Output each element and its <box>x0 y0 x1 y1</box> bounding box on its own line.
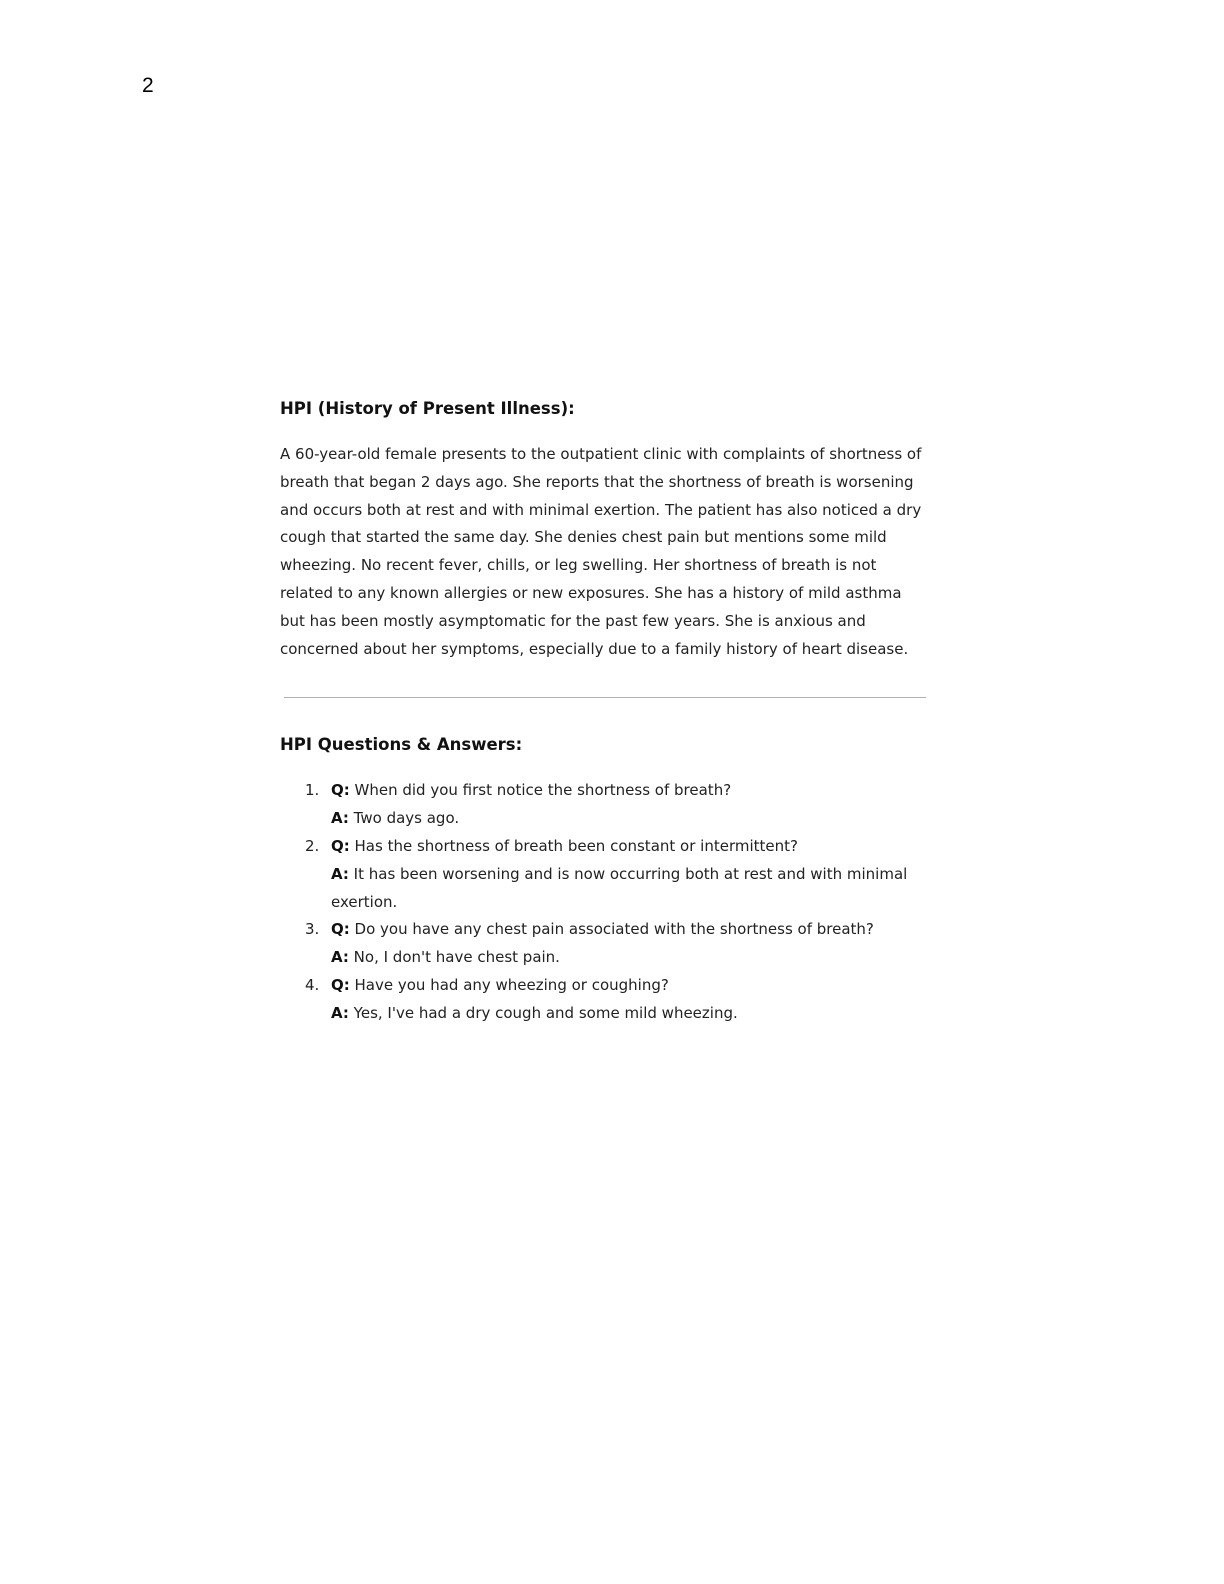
answer-text: It has been worsening and is now occurring both at rest and with minimal exertion. <box>331 864 908 911</box>
qa-item-2 <box>280 833 930 916</box>
hpi-heading: HPI (History of Present Illness): <box>280 399 575 418</box>
section-divider <box>284 697 926 698</box>
question-line <box>331 777 930 805</box>
qa-item-number: 4. <box>305 975 320 994</box>
answer-label: A: <box>331 1003 349 1022</box>
question-text: When did you first notice the shortness of breath? <box>354 781 732 800</box>
qa-item-number: 2. <box>305 836 320 855</box>
answer-line <box>331 805 930 833</box>
answer-line <box>331 861 930 917</box>
qa-item-3 <box>280 916 930 972</box>
answer-text: Two days ago. <box>353 809 460 828</box>
page-number: 2 <box>142 74 154 97</box>
question-label: Q: <box>331 836 350 855</box>
question-line <box>331 916 930 944</box>
answer-text: No, I don't have chest pain. <box>353 948 560 967</box>
qa-list <box>280 777 930 1027</box>
qa-item-4 <box>280 972 930 1028</box>
qa-heading: HPI Questions & Answers: <box>280 735 523 755</box>
question-text: Do you have any chest pain associated with the shortness of breath? <box>354 920 874 939</box>
answer-label: A: <box>331 864 349 883</box>
question-text: Has the shortness of breath been constant or intermittent? <box>354 836 798 855</box>
answer-line <box>331 944 930 972</box>
document-body <box>280 396 930 1028</box>
answer-label: A: <box>331 809 349 828</box>
answer-label: A: <box>331 948 349 967</box>
qa-item-number: 1. <box>305 781 320 800</box>
question-line <box>331 972 930 1000</box>
qa-item-1 <box>280 777 930 833</box>
question-text: Have you had any wheezing or coughing? <box>354 975 669 994</box>
hpi-paragraph: A 60-year-old female presents to the outpatient clinic with complaints of shortness of breath that began 2 days ago. She reports that the shortness of breath is worsening and occurs both at rest and with minimal exertion. The patient has also noticed a dry cough that started the same day. She denies chest pain but mentions some mild wheezing. No recent fever, chills, or leg swelling. Her shortness of breath is not related to any known allergies or new exposures. She has a history of mild asthma but has been mostly asymptomatic for the past few years. She is anxious and concerned about her symptoms, especially due to a family history of heart disease. <box>280 445 922 658</box>
question-label: Q: <box>331 920 350 939</box>
answer-line <box>331 1000 930 1028</box>
answer-text: Yes, I've had a dry cough and some mild wheezing. <box>353 1003 738 1022</box>
question-label: Q: <box>331 975 350 994</box>
qa-item-number: 3. <box>305 920 320 939</box>
question-label: Q: <box>331 781 350 800</box>
question-line <box>331 833 930 861</box>
